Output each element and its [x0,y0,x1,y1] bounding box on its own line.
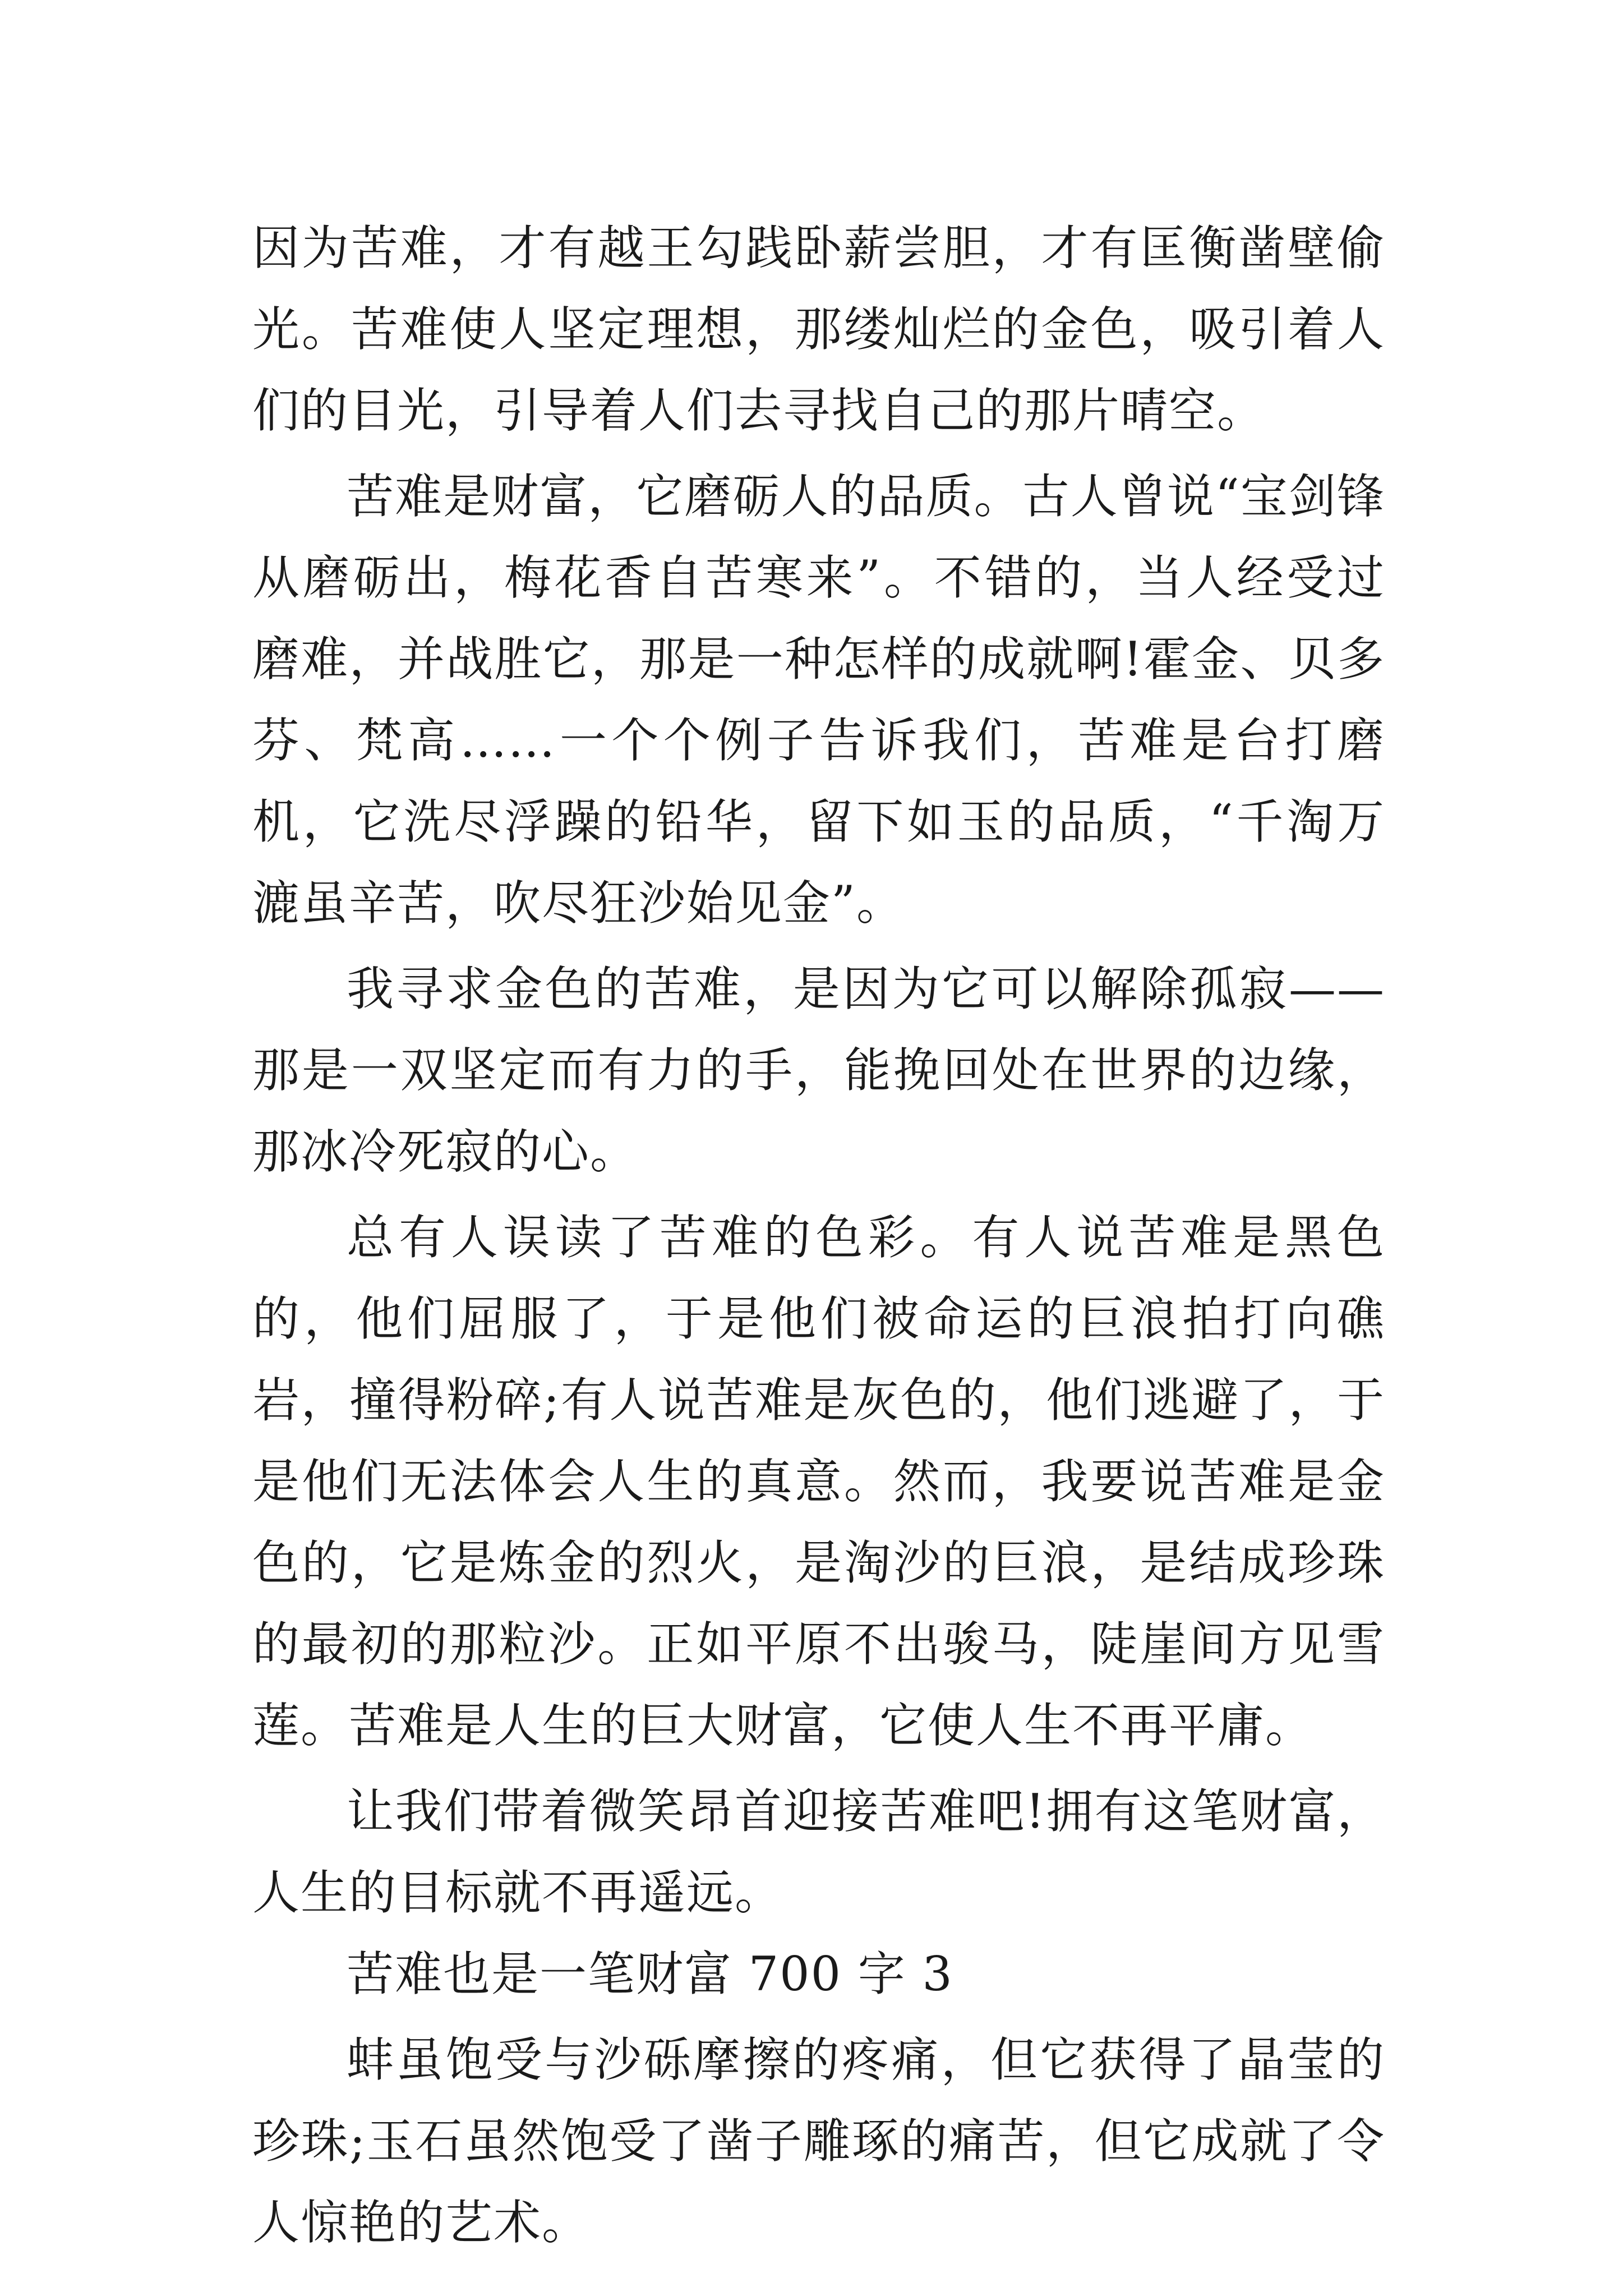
paragraph-5: 让我们带着微笑昂首迎接苦难吧!拥有这笔财富，人生的目标就不再遥远。 [252,1784,1385,1920]
document-body [252,208,1385,2263]
section-paragraph: 蚌虽饱受与沙砾摩擦的疼痛，但它获得了晶莹的珍珠;玉石虽然饱受了凿子雕琢的痛苦，但它成就了令人惊艳的艺术。 [252,2032,1385,2250]
paragraph-4: 总有人误读了苦难的色彩。有人说苦难是黑色的，他们屈服了，于是他们被命运的巨浪拍打向礁岩，撞得粉碎;有人说苦难是灰色的，他们逃避了，于是他们无法体会人生的真意。然而，我要说苦难是金色的，它是炼金的烈火，是淘沙的巨浪，是结成珍珠的最初的那粒沙。正如平原不出骏马，陡崖间方见雪莲。苦难是人生的巨大财富，它使人生不再平庸。 [252,1210,1385,1753]
paragraph-1: 因为苦难，才有越王勾践卧薪尝胆，才有匡衡凿壁偷光。苦难使人坚定理想，那缕灿烂的金色，吸引着人们的目光，引导着人们去寻找自己的那片晴空。 [252,220,1385,438]
section-heading: 苦难也是一笔财富 700 字 3 [347,1947,953,2001]
paragraph-3: 我寻求金色的苦难，是因为它可以解除孤寂——那是一双坚定而有力的手，能挽回处在世界的边缘，那冰冷死寂的心。 [252,961,1385,1179]
paragraph-2: 苦难是财富，它磨砺人的品质。古人曾说“宝剑锋从磨砺出，梅花香自苦寒来”。不错的，当人经受过磨难，并战胜它，那是一种怎样的成就啊!霍金、贝多芬、梵高……一个个例子告诉我们，苦难是台打磨机，它洗尽浮躁的铅华，留下如玉的品质，“千淘万漉虽辛苦，吹尽狂沙始见金”。 [252,469,1385,931]
